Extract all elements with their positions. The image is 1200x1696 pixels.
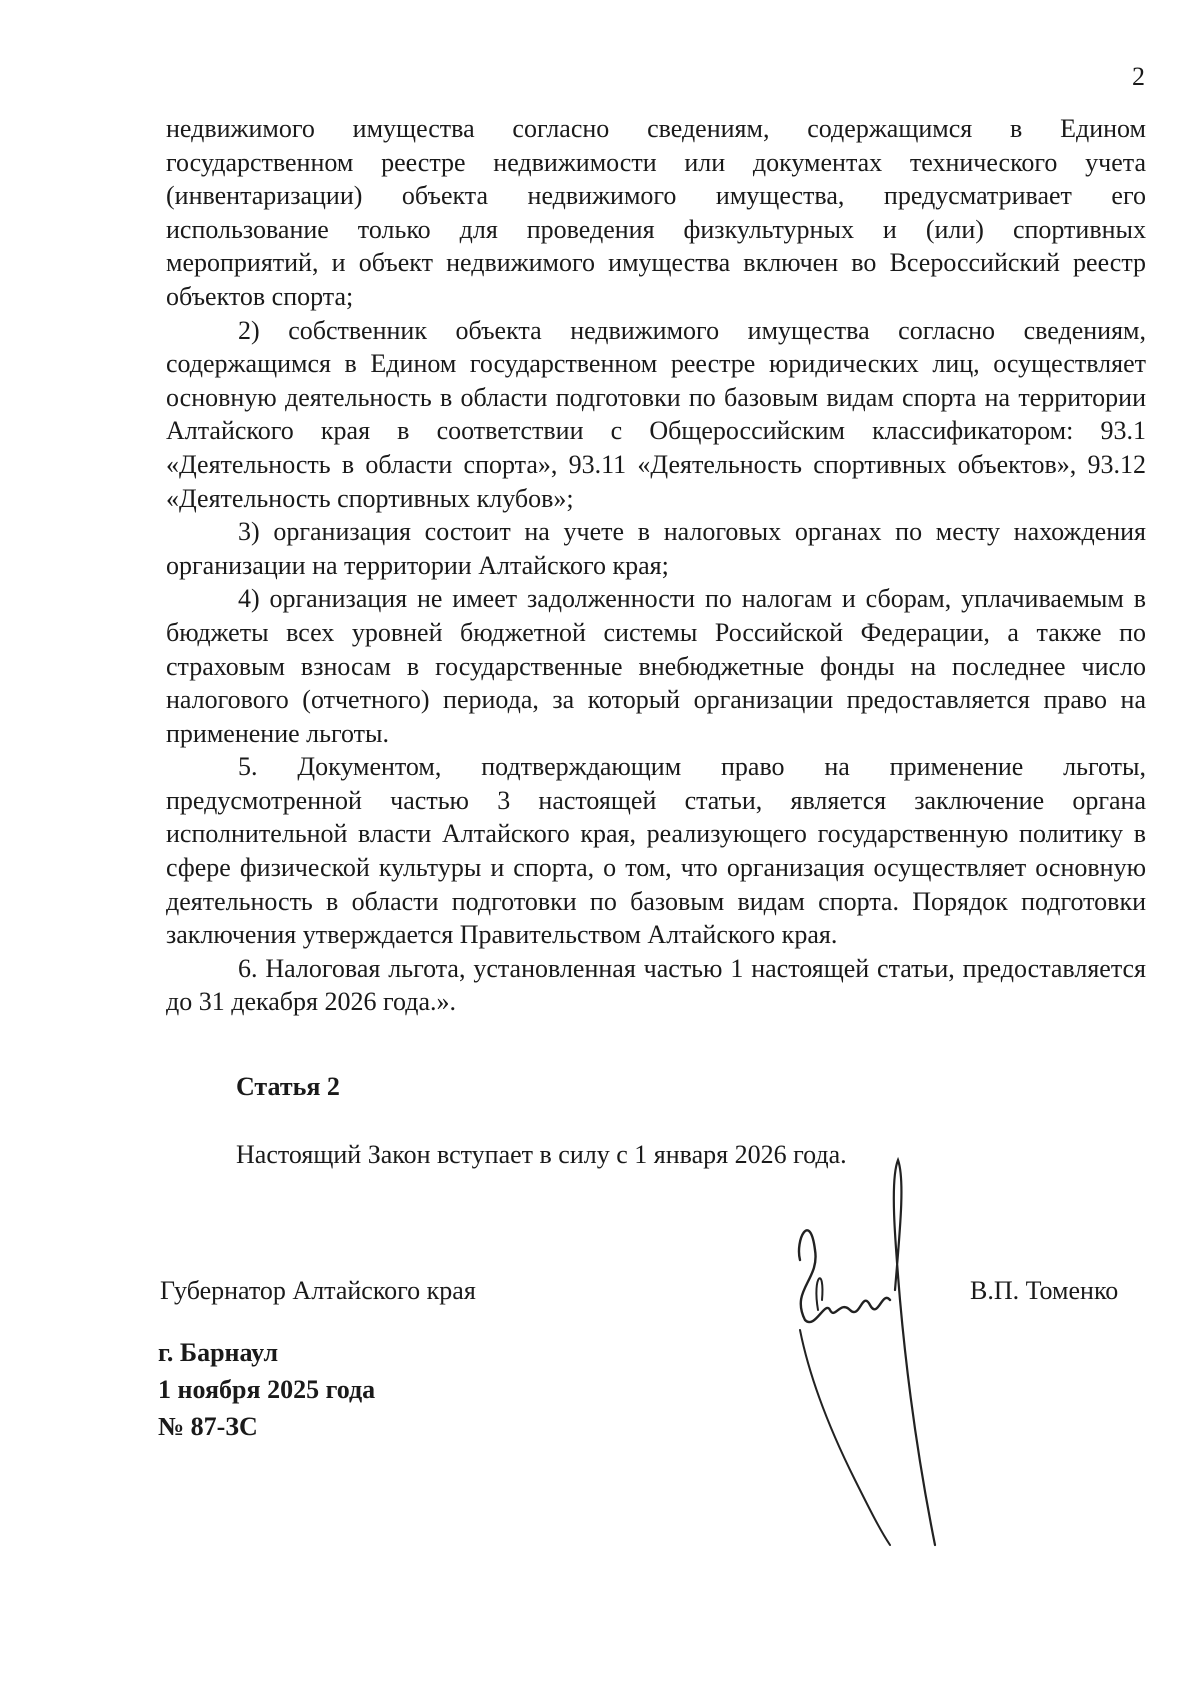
paragraph-4: 4) организация не имеет задолженности по налогам и сборам, уплачиваемым в бюджеты всех уровней бюджетной системы Российской Федерации, а также по страховым взносам в государственные внебюджетные фонды на последнее число налогового (отчетного) периода, за который организации предоставляется право на применение льготы. <box>166 584 1146 748</box>
body-text <box>166 112 1146 1019</box>
article-text: Настоящий Закон вступает в силу с 1 января 2026 года. <box>236 1140 847 1169</box>
signatory-name: В.П. Томенко <box>970 1276 1119 1305</box>
law-date: 1 ноября 2025 года <box>158 1375 376 1404</box>
article-heading: Статья 2 <box>236 1072 340 1101</box>
paragraph-2: 2) собственник объекта недвижимого имущества согласно сведениям, содержащимся в Едином государственном реестре юридических лиц, осуществляет основную деятельность в области подготовки по базовым видам спорта на территории Алтайского края в соответствии с Общероссийским классификатором: 93.1 «Деятельность в области спорта», 93.11 «Деятельность спортивных объектов», 93.12 «Деятельность спортивных клубов»; <box>166 315 1146 513</box>
paragraph-3: 3) организация состоит на учете в налоговых органах по месту нахождения организации на территории Алтайского края; <box>166 517 1146 580</box>
place-date-block <box>158 1334 375 1445</box>
page-number: 2 <box>1132 62 1145 91</box>
signatory-title: Губернатор Алтайского края <box>160 1276 476 1305</box>
city: г. Барнаул <box>158 1338 279 1367</box>
paragraph-1: недвижимого имущества согласно сведениям, содержащимся в Едином государственном реестре недвижимости или документах технического учета (инвентаризации) объекта недвижимого имущества, предусматривает его использование только для проведения физкультурных и (или) спортивных мероприятий, и объект недвижимого имущества включен во Всероссийский реестр объектов спорта; <box>166 114 1146 311</box>
handwritten-signature <box>770 1150 970 1550</box>
paragraph-5: 5. Документом, подтверждающим право на применение льготы, предусмотренной частью 3 настоящей статьи, является заключение органа исполнительной власти Алтайского края, реализующего государственную политику в сфере физической культуры и спорта, о том, что организация осуществляет основную деятельность в области подготовки по базовым видам спорта. Порядок подготовки заключения утверждается Правительством Алтайского края. <box>166 752 1146 950</box>
law-number: № 87-ЗС <box>158 1412 258 1441</box>
paragraph-6: 6. Налоговая льгота, установленная частью 1 настоящей статьи, предоставляется до 31 декабря 2026 года.». <box>166 953 1146 1017</box>
